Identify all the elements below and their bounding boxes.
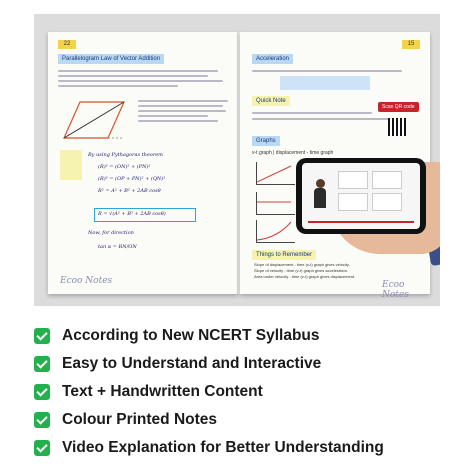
graph-caption: v-t graph | displacement - time graph (252, 150, 334, 156)
feature-item (34, 350, 454, 378)
remember-item: Slope of displacement - time (x-t) graph gives velocity. (254, 262, 350, 267)
feature-label: According to New NCERT Syllabus (62, 327, 320, 344)
brand-logo: Ecoo Notes (382, 280, 409, 300)
video-screen (302, 163, 420, 229)
feature-label: Easy to Understand and Interactive (62, 355, 322, 372)
section-title: Acceleration (252, 54, 293, 64)
qr-code-icon (388, 118, 406, 136)
left-notebook-page (48, 32, 238, 294)
graphs-title: Graphs (252, 136, 280, 146)
product-photo (34, 14, 440, 306)
feature-item (34, 406, 454, 434)
qr-label: Scan QR code (378, 102, 419, 112)
teacher-video-thumbnail (314, 179, 326, 209)
feature-label: Colour Printed Notes (62, 411, 218, 428)
section-title: Parallelogram Law of Vector Addition (58, 54, 164, 64)
smartphone (296, 158, 426, 234)
remember-item: Slope of velocity - time (v-t) graph gives acceleration. (254, 268, 349, 273)
formula-heading: By using Pythagoras theorem (88, 152, 163, 158)
check-icon (34, 356, 50, 372)
remember-item: Area under velocity - time (v-t) graph gives displacement. (254, 274, 356, 279)
formula-line: R = √(A² + B² + 2AB cosθ) (98, 211, 166, 217)
graph-plot (256, 220, 295, 243)
page-number: 22 (58, 40, 76, 49)
check-icon (34, 384, 50, 400)
formula-line: tan α = BN/ON (98, 244, 137, 250)
feature-list (34, 322, 454, 462)
direction-heading: Now, for direction (88, 230, 134, 236)
feature-item (34, 434, 454, 462)
check-icon (34, 328, 50, 344)
feature-item (34, 378, 454, 406)
formula-line: (R)² = (OP + PN)² + (QN)² (98, 176, 166, 182)
graph-plot (256, 192, 295, 215)
vector-diagram (60, 94, 130, 142)
check-icon (34, 412, 50, 428)
formula-line: R² = A² + B² + 2AB cosθ (98, 188, 161, 194)
remember-title: Things to Remember (252, 250, 316, 260)
feature-item (34, 322, 454, 350)
formula-line: (R)² = (ON)² + (PN)² (98, 164, 151, 170)
page-number: 15 (402, 40, 420, 49)
check-icon (34, 440, 50, 456)
graph-plot (256, 162, 295, 185)
feature-label: Text + Handwritten Content (62, 383, 263, 400)
brand-logo: Ecoo Notes (60, 276, 113, 286)
note-title: Quick Note (252, 96, 290, 106)
feature-label: Video Explanation for Better Understanding (62, 439, 384, 456)
